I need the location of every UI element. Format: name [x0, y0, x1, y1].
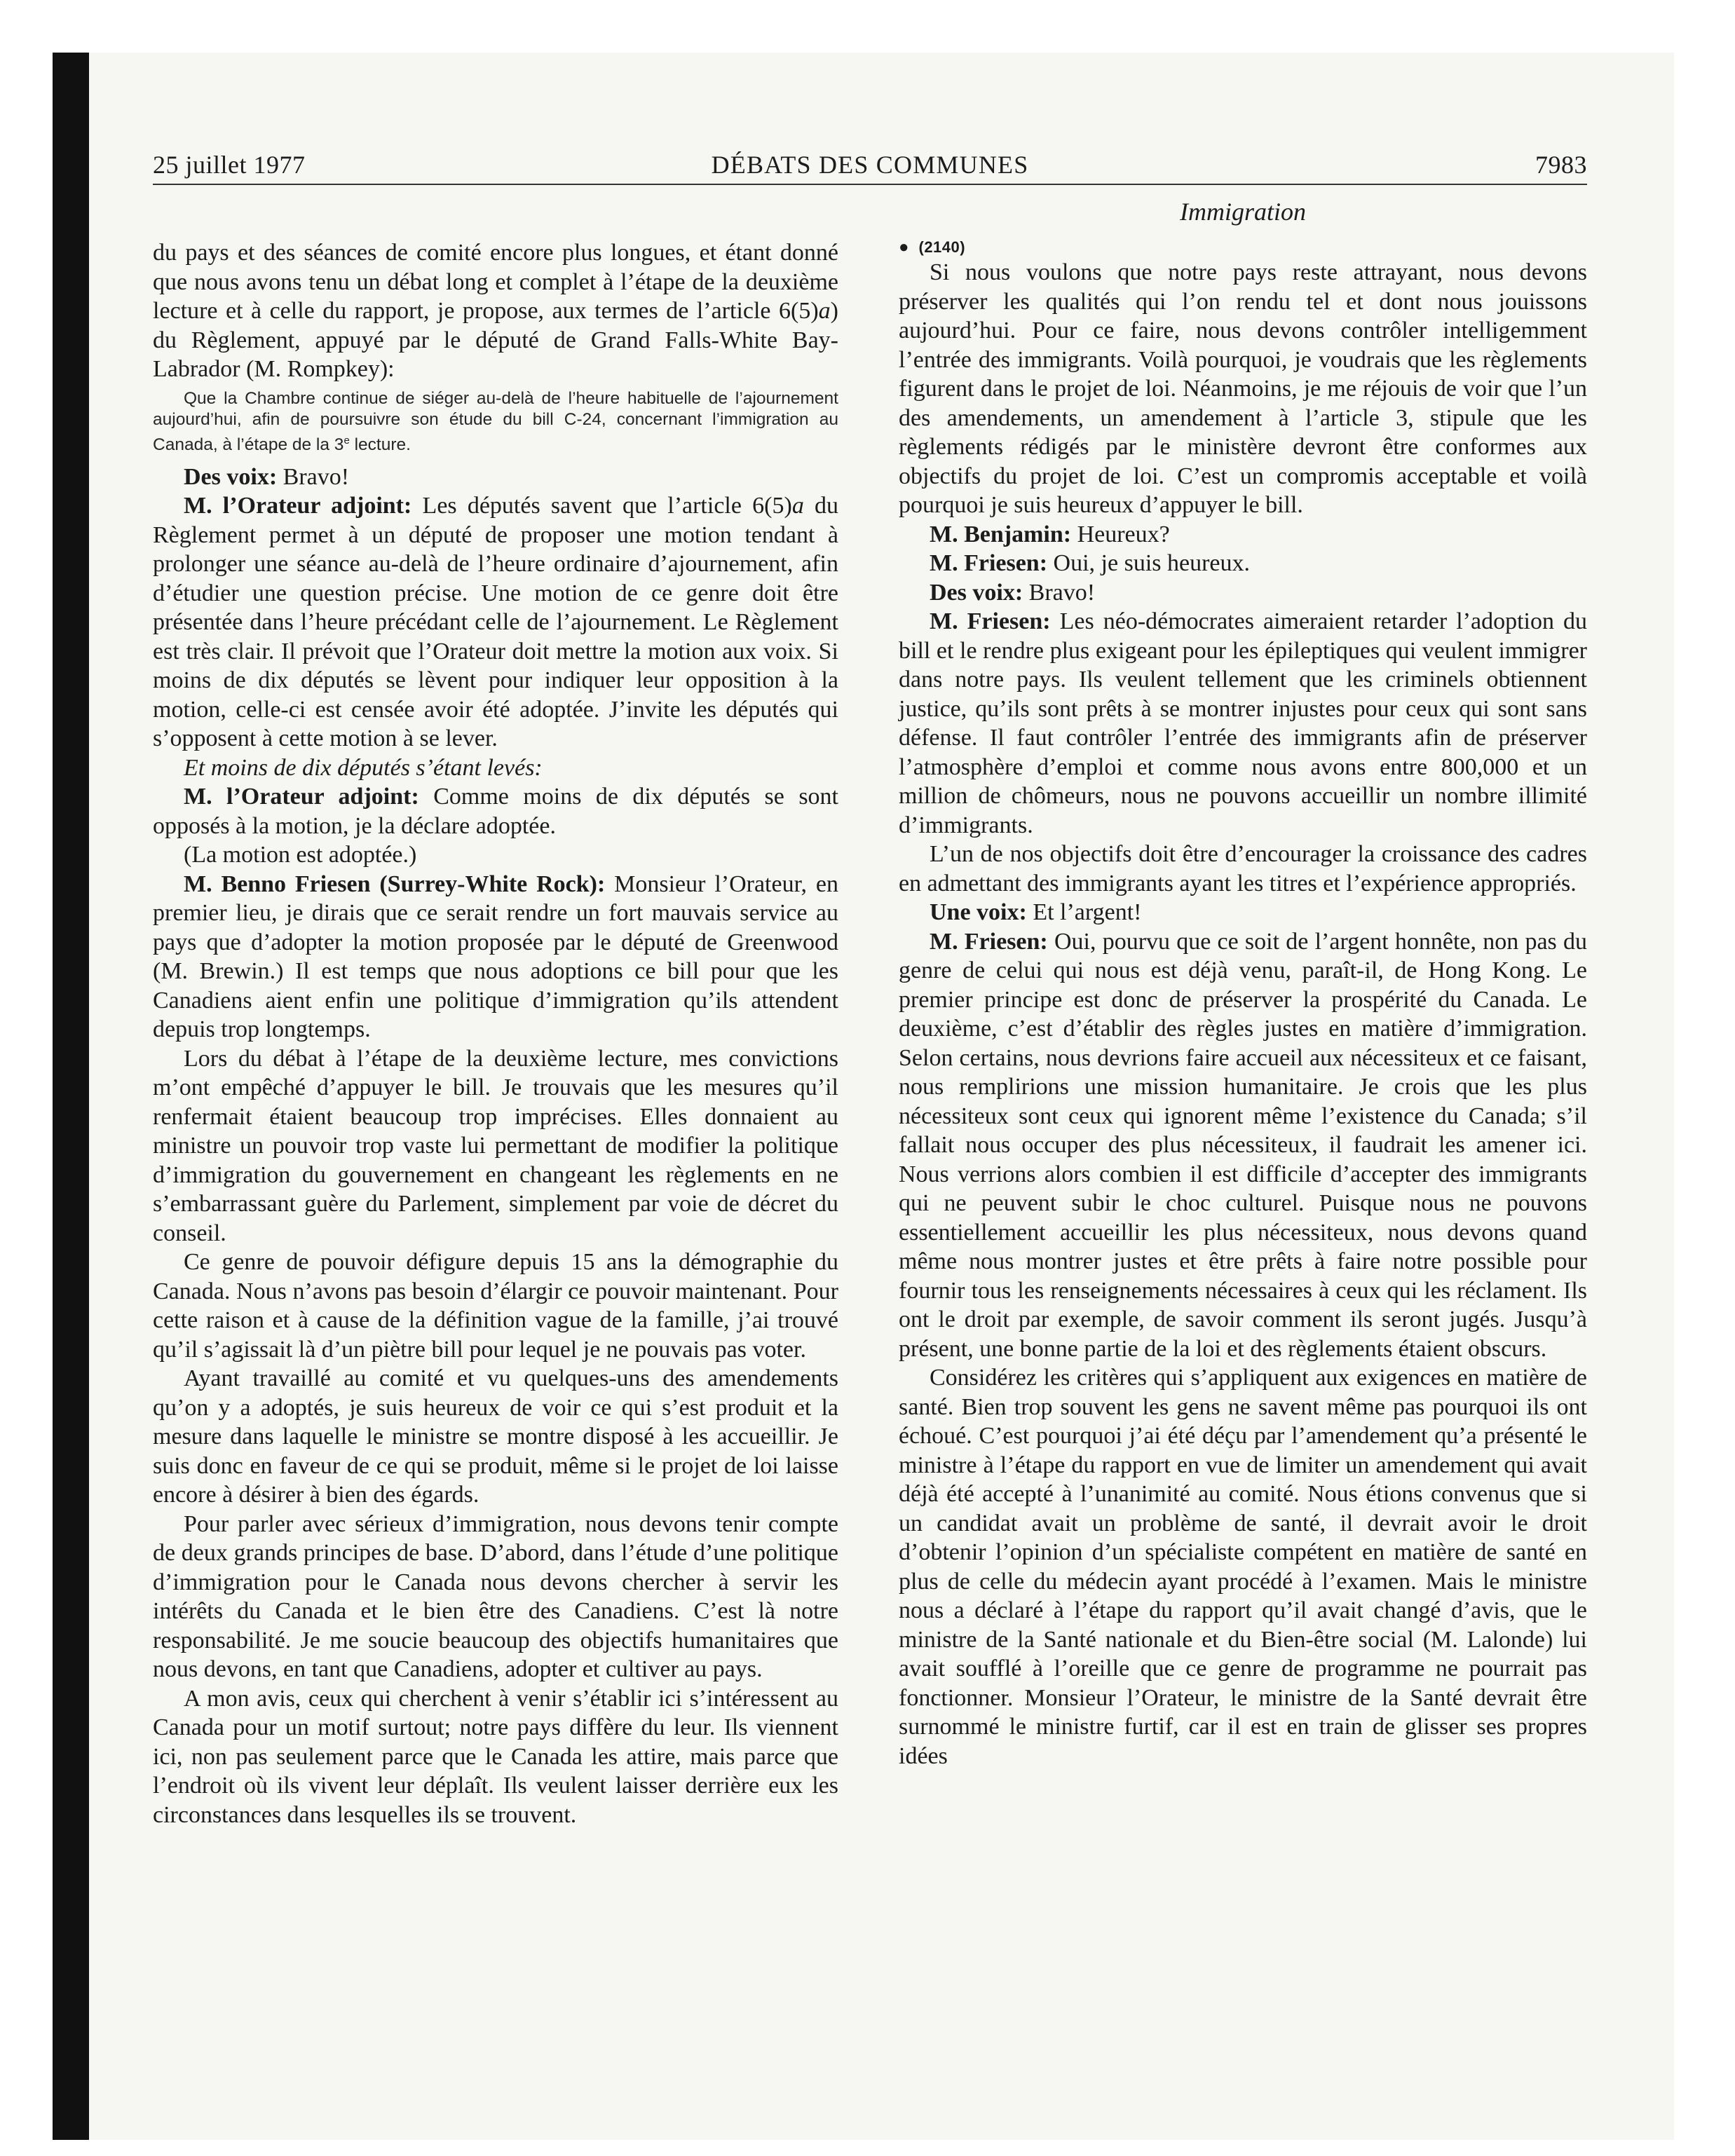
paragraph: Ce genre de pouvoir défigure depuis 15 ans la démographie du Canada. Nous n’avons pas besoin d’élargir ce pouvoir maintenant. Pour cette raison et à cause de la définition vague de la famille, j’ai trouvé qu’il s’agissait là d’un piètre bill pour lequel je ne pouvais pas voter. [153, 1249, 838, 1363]
paragraph: M. Friesen: Oui, pourvu que ce soit de l’argent honnête, non pas du genre de celui qui nous est déjà venu, paraît-il, de Hong Kong. Le premier principe est donc de préserver la prospérité du Canada. Le deuxième, c’est d’établir des règles justes en matière d’immigration. Selon certains, nous devrions faire accueil aux nécessiteux et ce faisant, nous remplirions une mission humanitaire. Je crois que les plus nécessiteux sont ceux qui ignorent même l’existence du Canada; s’il fallait nous occuper des plus nécessiteux, il faudrait les amener ici. Nous verrions alors combien il est difficile d’accepter des immigrants qui ne peuvent subir le choc culturel. Puisque nous ne pouvons essentiellement accueillir les plus nécessiteux, nous devons quand même nous montrer justes et être prêts à faire notre possible pour fournir tous les renseignements nécessaires à ceux qui les réclament. Ils ont le droit par exemple, de savoir comment ils seront jugés. Jusqu’à présent, une bonne partie de la loi et des règlements étaient obscurs. [899, 928, 1587, 1362]
page-number: 7983 [1535, 151, 1587, 179]
paragraph: M. Friesen: Les néo-démocrates aimeraient retarder l’adoption du bill et le rendre plus exigeant pour les épileptiques qui veulent immigrer dans notre pays. Ils veulent tellement que les criminels obtiennent justice, qu’ils sont prêts à se montrer injustes pour ceux qui sont sans défense. Il faut contrôler l’entrée des immigrants afin de préserver l’atmosphère d’emploi et comme nous avons entre 800,000 et un million de chômeurs, nous ne pouvons accueillir un nombre illimité d’immigrants. [899, 608, 1587, 838]
paragraph: M. Friesen: Oui, je suis heureux. [930, 550, 1250, 576]
paragraph: Si nous voulons que notre pays reste attrayant, nous devons préserver les qualités qui l’on rendu tel et dont nous jouissons aujourd’hui. Pour ce faire, nous devons contrôler intelligemment l’entrée des immigrants. Voilà pourquoi, je voudrais que les règlements figurent dans le projet de loi. Néanmoins, je me réjouis de voir que l’un des amendements, un amendement à l’article 3, stipule que les règlements rédigés par le ministère devront être conformes aux objectifs du projet de loi. C’est un compromis acceptable et voilà pourquoi je suis heureux d’appuyer le bill. [899, 259, 1587, 518]
speaker-name: M. Benjamin: [930, 521, 1072, 547]
speaker-name: M. Friesen: [930, 608, 1051, 634]
speaker-name: M. Friesen: [930, 928, 1048, 955]
paragraph: M. l’Orateur adjoint: Comme moins de dix députés se sont opposés à la motion, je la déclare adoptée. [153, 784, 838, 839]
paragraph: Une voix: Et l’argent! [930, 899, 1142, 925]
header-rule [153, 184, 1587, 185]
running-header [153, 144, 1587, 185]
paragraph: Lors du débat à l’étape de la deuxième lecture, mes convictions m’ont empêché d’appuyer le bill. Je trouvais que les mesures qu’il renfermait étaient beaucoup trop imprécises. Elles donnaient au ministre un pouvoir trop vaste lui permettant de modifier la politique d’immigration du gouvernement en changeant les règlements en ne s’embarrassant guère du Parlement, simplement par voie de décret du conseil. [153, 1045, 838, 1246]
paragraph: Considérez les critères qui s’appliquent aux exigences en matière de santé. Bien trop souvent les gens ne savent même pas pourquoi ils ont échoué. C’est pourquoi j’ai été déçu par l’amendement qu’a présenté le ministre à l’étape du rapport en vue de limiter un amendement qui avait déjà été accepté à l’unanimité au comité. Nous étions convenus que si un candidat avait un problème de santé, il devrait avoir le droit d’obtenir l’opinion d’un spécialiste compétent en matière de santé en plus de celle du médecin ayant procédé à l’examen. Mais le ministre nous a déclaré à l’étape du rapport qu’il avait changé d’avis, que le ministre de la Santé nationale et du Bien-être social (M. Lalonde) lui avait soufflé à l’oreille que ce genre de programme ne pourrait pas fonctionner. Monsieur l’Orateur, le ministre de la Santé devrait être surnommé le ministre furtif, car il est en train de glisser ses propres idées [899, 1365, 1587, 1769]
paragraph: M. Benjamin: Heureux? [930, 521, 1170, 547]
speaker-name: M. Friesen: [930, 550, 1048, 576]
speaker-name: M. l’Orateur adjoint: [184, 784, 419, 810]
motion-text: Que la Chambre continue de siéger au-delà de l’heure habituelle de l’ajournement aujourd’hui, afin de poursuivre son étude du bill C-24, concernant l’immigration au Canada, à l’étape de la 3e lecture. [153, 388, 838, 454]
paragraph: Des voix: Bravo! [930, 579, 1096, 606]
paragraph: Ayant travaillé au comité et vu quelques-uns des amendements qu’on y a adoptés, je suis heureux de voir ce qui s’est produit et la mesure dans laquelle le ministre se montre disposé à les accueillir. Je suis donc en faveur de ce qui se produit, même si le projet de loi laisse encore à désirer à bien des égards. [153, 1365, 838, 1508]
speaker-name: Des voix: [930, 579, 1023, 606]
stage-direction: Et moins de dix députés s’étant levés: [184, 754, 543, 781]
paragraph: M. Benno Friesen (Surrey-White Rock): Monsieur l’Orateur, en premier lieu, je dirais que ce serait rendre un fort mauvais service au pays que d’adopter la motion proposée par le député de Greenwood (M. Brewin.) Il est temps que nous adoptions ce bill pour que les Canadiens aient enfin une politique d’immigration qu’ils attendent depuis trop longtemps. [153, 871, 838, 1043]
speaker-name: Des voix: [184, 463, 278, 490]
time-stamp: ● (2140) [899, 238, 966, 257]
scan-edge [53, 53, 89, 2140]
bullet-icon: ● [899, 238, 909, 257]
speaker-name: M. Benno Friesen (Surrey-White Rock): [184, 871, 606, 897]
paragraph: A mon avis, ceux qui cherchent à venir s’établir ici s’intéressent au Canada pour un motif surtout; notre pays diffère du leur. Ils viennent ici, non pas seulement parce que le Canada les attire, mais parce que l’endroit où ils vivent leur déplaît. Ils veulent laisser derrière eux les circonstances dans lesquelles ils se trouvent. [153, 1685, 838, 1828]
paragraph: (La motion est adoptée.) [184, 842, 417, 868]
speaker-name: M. l’Orateur adjoint: [184, 493, 412, 519]
left-column [153, 238, 838, 1829]
header-date: 25 juillet 1977 [153, 151, 306, 179]
paragraph: Pour parler avec sérieux d’immigration, nous devons tenir compte de deux grands principes de base. D’abord, dans l’étude d’une politique d’immigration pour le Canada nous devons chercher à servir les intérêts du Canada et le bien être des Canadiens. C’est là notre responsabilité. Je me soucie beaucoup des objectifs humanitaires que nous devons, en tant que Canadiens, adopter et cultiver au pays. [153, 1510, 838, 1683]
paragraph: Des voix: Bravo! [184, 463, 350, 490]
header-title: DÉBATS DES COMMUNES [711, 151, 1029, 179]
paragraph: L’un de nos objectifs doit être d’encourager la croissance des cadres en admettant des immigrants ayant les titres et l’expérience appropriés. [899, 841, 1587, 896]
paragraph: M. l’Orateur adjoint: Les députés savent que l’article 6(5)a du Règlement permet à un député de proposer une motion tendant à prolonger une séance au-delà de l’heure ordinaire d’ajournement, afin d’étudier une question précise. Une motion de ce genre doit être présentée dans l’heure précédant celle de l’ajournement. Le Règlement est très clair. Il prévoit que l’Orateur doit mettre la motion aux voix. Si moins de dix députés se lèvent pour indiquer leur opposition à la motion, celle-ci est censée avoir été adoptée. J’invite les députés qui s’opposent à cette motion à se lever. [153, 493, 839, 752]
speaker-name: Une voix: [930, 899, 1027, 925]
section-heading: Immigration [1180, 198, 1306, 226]
paragraph: du pays et des séances de comité encore plus longues, et étant donné que nous avons tenu un débat long et complet à l’étape de la deuxième lecture et à celle du rapport, je propose, aux termes de l’article 6(5)a) du Règlement, appuyé par le député de Grand Falls-White Bay-Labrador (M. Rompkey): [153, 240, 838, 382]
right-column [899, 196, 1587, 1770]
